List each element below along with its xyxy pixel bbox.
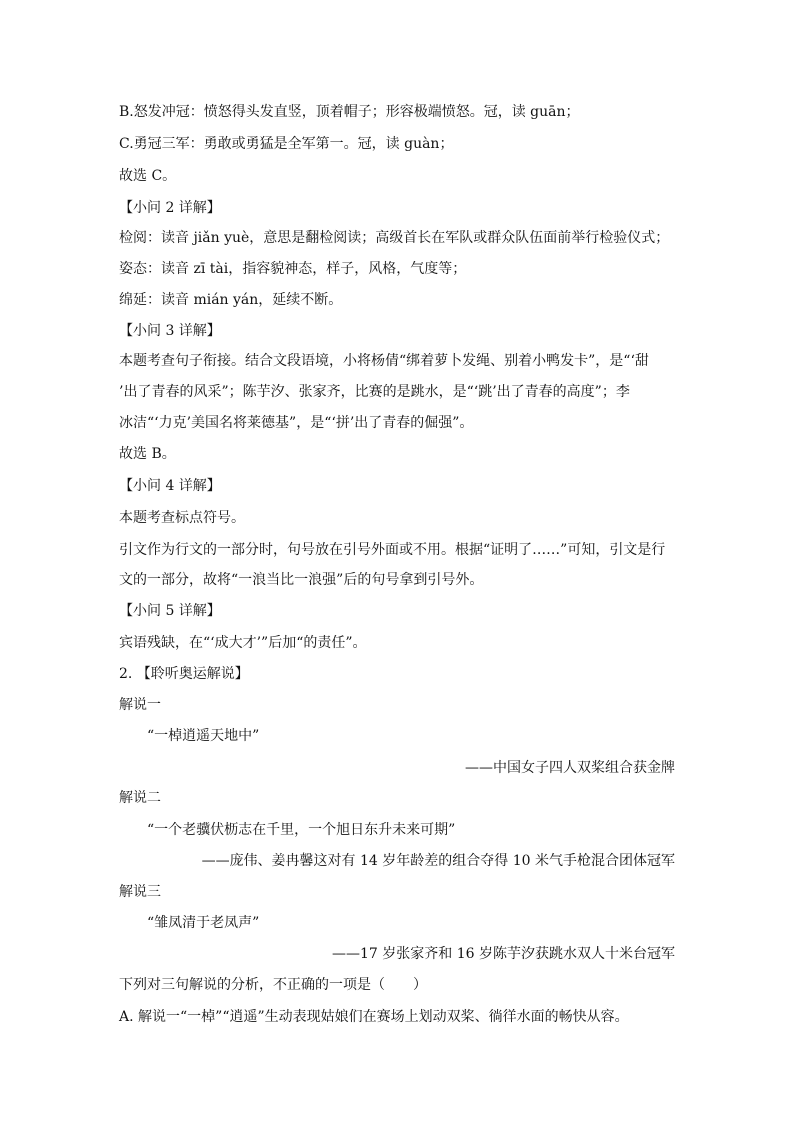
option-a-line: A. 解说一“一棹”“逍遥”生动表现姑娘们在赛场上划动双桨、徜徉水面的畅快从容。 [119, 1009, 629, 1025]
mianyan-line: 绵延：读音 mián yán，延续不断。 [119, 292, 343, 308]
q3-paragraph-line-1: 本题考查句子衔接。结合文段语境，小将杨倩“绑着萝卜发绳、别着小鸭发卡”，是“‘甜 [119, 353, 649, 369]
question-stem: 下列对三句解说的分析，不正确的一项是（ ） [119, 977, 427, 993]
zitai-line: 姿态：读音 zī tài，指容貌神态，样子，风格，气度等； [119, 261, 467, 277]
answer-c-line: 故选 C。 [119, 168, 177, 184]
commentary-3-label: 解说三 [119, 884, 161, 900]
commentary-3-quote: “雏凤清于老凤声” [147, 915, 260, 931]
commentary-2-quote: “一个老骥伏枥志在千里，一个旭日东升未来可期” [147, 822, 456, 838]
question-5-heading: 【小问 5 详解】 [119, 603, 221, 619]
answer-b-line: 故选 B。 [119, 446, 176, 462]
commentary-1-label: 解说一 [119, 697, 161, 713]
question-2-heading: 【小问 2 详解】 [119, 200, 221, 216]
commentary-1-quote: “一棹逍遥天地中” [147, 728, 260, 744]
q5-answer-line: 宾语残缺，在“‘成大才’”后加“的责任”。 [119, 635, 367, 651]
question-2-title: 2. 【聆听奥运解说】 [119, 666, 249, 682]
commentary-2-label: 解说二 [119, 790, 161, 806]
jianyue-line: 检阅：读音 jiǎn yuè，意思是翻检阅读；高级首长在军队或群众队伍面前举行检验仪式； [119, 230, 670, 246]
q4-paragraph-line-2: 文的一部分，故将“一浪当比一浪强”后的句号拿到引号外。 [119, 572, 484, 588]
commentary-2-source: ——庞伟、姜冉馨这对有 14 岁年龄差的组合夺得 10 米气手枪混合团体冠军 [201, 853, 675, 869]
q4-paragraph-line-1: 引文作为行文的一部分时，句号放在引号外面或不用。根据“证明了……”可知，引文是行 [119, 542, 666, 558]
question-3-heading: 【小问 3 详解】 [119, 323, 221, 339]
commentary-3-source: ——17 岁张家齐和 16 岁陈芋汐获跳水双人十米台冠军 [332, 946, 675, 962]
q3-paragraph-line-3: 冰洁“‘力克’美国名将莱德基”，是“‘拼’出了青春的倔强”。 [119, 415, 474, 431]
q3-paragraph-line-2: ’出了青春的风采”；陈芋汐、张家齐，比赛的是跳水，是“‘跳’出了青春的高度”；李 [119, 384, 630, 400]
question-4-heading: 【小问 4 详解】 [119, 478, 221, 494]
commentary-1-source: ——中国女子四人双桨组合获金牌 [465, 760, 675, 776]
q4-intro-line: 本题考查标点符号。 [119, 510, 245, 526]
option-c-line: C.勇冠三军：勇敢或勇猛是全军第一。冠，读 guàn； [119, 136, 454, 152]
option-b-line: B.怒发冲冠：愤怒得头发直竖，顶着帽子；形容极端愤怒。冠，读 guān； [119, 104, 580, 120]
